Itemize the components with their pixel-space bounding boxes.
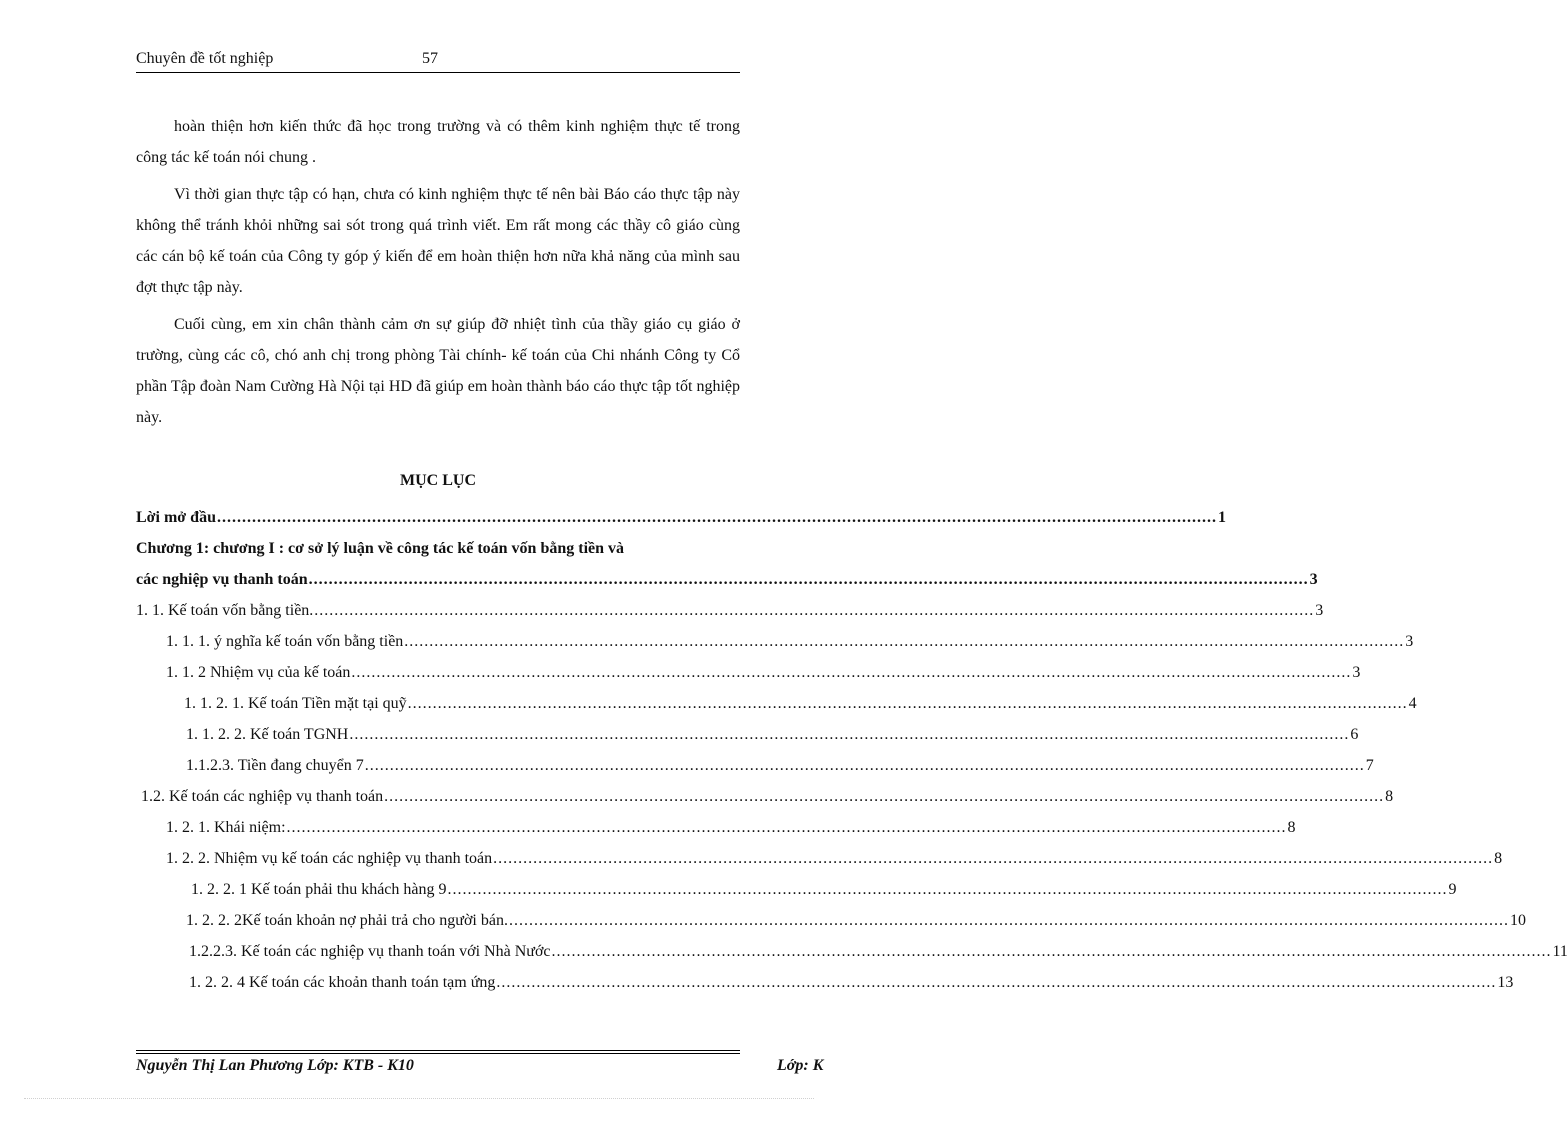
table-of-contents bbox=[136, 502, 1568, 998]
toc-entry[interactable] bbox=[136, 626, 1414, 657]
toc-entry[interactable] bbox=[136, 812, 1296, 843]
toc-entry[interactable] bbox=[136, 781, 1394, 812]
toc-leader-dots bbox=[287, 812, 1287, 843]
toc-leader-dots bbox=[496, 967, 1496, 998]
toc-entry[interactable] bbox=[136, 657, 1361, 688]
toc-entry-page: 3 bbox=[1352, 664, 1361, 681]
footer-rule-bottom bbox=[136, 1053, 740, 1054]
toc-leader-dots bbox=[351, 657, 1351, 688]
toc-leader-dots bbox=[309, 564, 1309, 595]
toc-entry[interactable] bbox=[136, 905, 1526, 936]
toc-entry-text: các nghiệp vụ thanh toán bbox=[136, 571, 308, 588]
toc-entry[interactable] bbox=[136, 564, 1318, 595]
toc-entry-page: 6 bbox=[1350, 726, 1359, 743]
footer-class-label: Lớp: K bbox=[777, 1057, 824, 1074]
toc-entry-page: 7 bbox=[1365, 757, 1374, 774]
toc-entry[interactable] bbox=[136, 595, 1324, 626]
toc-entry-page: 1 bbox=[1217, 509, 1226, 526]
footer-author: Nguyễn Thị Lan Phương Lớp: KTB - K10 bbox=[136, 1057, 414, 1074]
toc-entry-page: 3 bbox=[1315, 602, 1324, 619]
toc-entry[interactable] bbox=[136, 688, 1417, 719]
toc-leader-dots bbox=[314, 595, 1314, 626]
paragraph-3: Cuối cùng, em xin chân thành cảm ơn sự giúp đỡ nhiệt tình của thầy giáo cụ giáo ở trường, cùng các cô, chó anh chị trong phòng Tài chính- kế toán của Chi nhánh Công ty Cổ phần Tập đoàn Nam Cường Hà Nội tại HD đã giúp em hoàn thành báo cáo thực tập tốt nghiệp này. bbox=[136, 316, 740, 426]
toc-entry-text: 1. 1. 2 Nhiệm vụ của kế toán bbox=[166, 664, 351, 681]
toc-entry[interactable] bbox=[136, 874, 1457, 905]
toc-entry[interactable] bbox=[136, 936, 1568, 967]
toc-entry-text: 1. 1. 2. 2. Kế toán TGNH bbox=[186, 726, 349, 743]
toc-entry[interactable] bbox=[136, 502, 1226, 533]
toc-entry-page: 8 bbox=[1385, 788, 1394, 805]
toc-entry-text: 1. 2. 2. 2Kế toán khoản nợ phải trả cho người bán. bbox=[186, 912, 508, 929]
page-header bbox=[136, 50, 740, 73]
toc-leader-dots bbox=[509, 905, 1509, 936]
toc-entry-text: 1.2. Kế toán các nghiệp vụ thanh toán bbox=[141, 788, 384, 805]
toc-entry[interactable] bbox=[136, 750, 1374, 781]
toc-entry[interactable] bbox=[136, 967, 1514, 998]
toc-leader-dots bbox=[552, 936, 1552, 967]
toc-entry-page: 8 bbox=[1287, 819, 1296, 836]
toc-entry-page: 11 bbox=[1552, 943, 1568, 960]
toc-entry-text: 1. 2. 2. 4 Kế toán các khoản thanh toán tạm ứng bbox=[189, 974, 496, 991]
toc-entry-text: 1. 2. 1. Khái niệm: bbox=[166, 819, 286, 836]
toc-entry-text: 1.1.2.3. Tiền đang chuyển 7 bbox=[186, 757, 364, 774]
toc-entry-text: 1. 1. Kế toán vốn bằng tiền. bbox=[136, 602, 314, 619]
toc-entry-page: 3 bbox=[1309, 571, 1318, 588]
toc-entry-text: 1. 2. 2. Nhiệm vụ kế toán các nghiệp vụ thanh toán bbox=[166, 850, 493, 867]
toc-leader-dots bbox=[448, 874, 1448, 905]
toc-entry-page: 8 bbox=[1494, 850, 1503, 867]
toc-entry[interactable] bbox=[136, 843, 1503, 874]
toc-entry[interactable] bbox=[136, 719, 1359, 750]
toc-leader-dots bbox=[384, 781, 1384, 812]
toc-entry-page: 13 bbox=[1497, 974, 1514, 991]
toc-entry-page: 3 bbox=[1405, 633, 1414, 650]
toc-leader-dots bbox=[349, 719, 1349, 750]
toc-entry-text: 1. 2. 2. 1 Kế toán phải thu khách hàng 9 bbox=[191, 881, 447, 898]
page-edge-divider bbox=[24, 1098, 814, 1099]
toc-leader-dots bbox=[365, 750, 1365, 781]
toc-entry-text: 1.2.2.3. Kế toán các nghiệp vụ thanh toán với Nhà Nước bbox=[189, 943, 551, 960]
toc-entry-page: 4 bbox=[1408, 695, 1417, 712]
toc-entry-page: 10 bbox=[1509, 912, 1526, 929]
toc-entry-text: 1. 1. 2. 1. Kế toán Tiền mặt tại quỹ bbox=[184, 695, 407, 712]
toc-leader-dots bbox=[493, 843, 1493, 874]
body-text bbox=[136, 111, 740, 439]
paragraph-1: hoàn thiện hơn kiến thức đã học trong trường và có thêm kinh nghiệm thực tế trong công tác kế toán nói chung . bbox=[136, 118, 740, 166]
toc-entry-page: 9 bbox=[1448, 881, 1457, 898]
footer-rule-top bbox=[136, 1050, 740, 1051]
toc-title: MỤC LỤC bbox=[400, 472, 476, 489]
toc-entry[interactable] bbox=[136, 533, 740, 564]
toc-leader-dots bbox=[217, 502, 1217, 533]
header-title: Chuyên đề tốt nghiệp bbox=[136, 50, 274, 67]
header-page-number: 57 bbox=[422, 50, 438, 67]
toc-entry-text: Lời mở đầu bbox=[136, 509, 216, 526]
toc-leader-dots bbox=[408, 688, 1408, 719]
toc-entry-text: Chương 1: chương I : cơ sở lý luận về công tác kế toán vốn bằng tiền và bbox=[136, 540, 625, 557]
toc-entry-text: 1. 1. 1. ý nghĩa kế toán vốn bằng tiền bbox=[166, 633, 404, 650]
toc-leader-dots bbox=[404, 626, 1404, 657]
paragraph-2: Vì thời gian thực tập có hạn, chưa có kinh nghiệm thực tế nên bài Báo cáo thực tập này không thể tránh khỏi những sai sót trong quá trình viết. Em rất mong các thầy cô giáo cùng các cán bộ kế toán của Công ty góp ý kiến để em hoàn thiện hơn nữa khả năng của mình sau đợt thực tập này. bbox=[136, 186, 740, 296]
